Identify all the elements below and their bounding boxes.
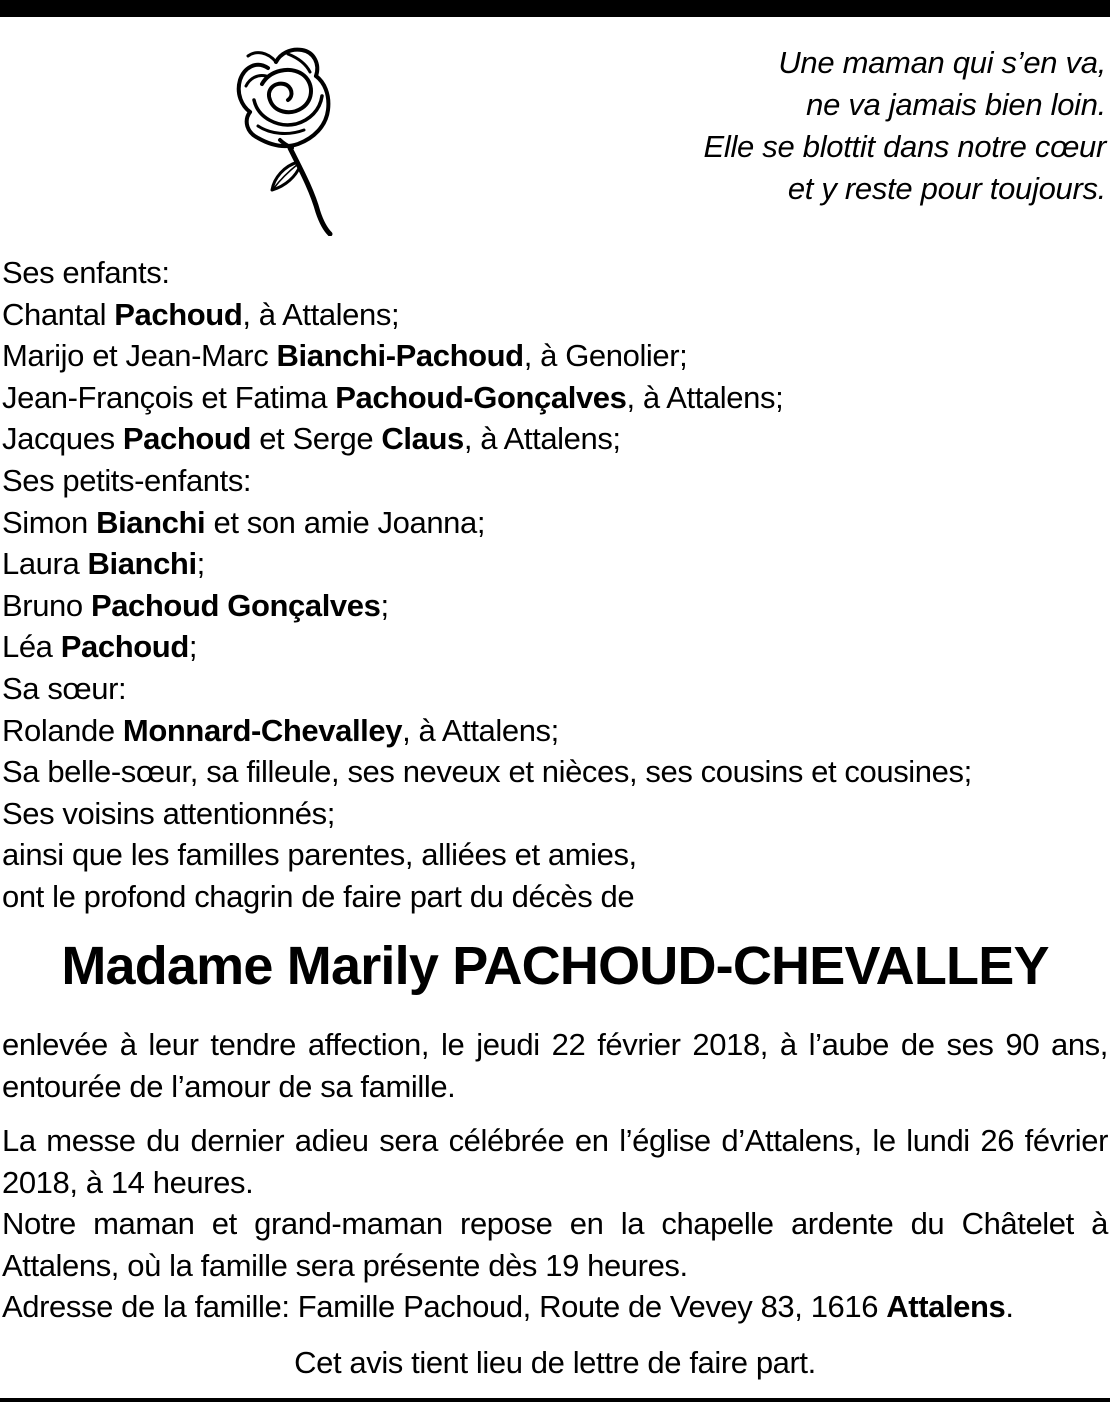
family-text: ;	[196, 546, 205, 582]
family-list	[2, 252, 1108, 918]
family-text: et son amie Joanna;	[205, 504, 486, 540]
family-surname: Pachoud-Gonçalves	[335, 379, 627, 415]
family-text: Bruno	[2, 587, 91, 623]
poem-line: Elle se blottit dans notre cœur	[703, 129, 1106, 164]
family-text: ;	[380, 587, 389, 623]
family-line	[2, 626, 1108, 668]
family-line	[2, 418, 1108, 460]
family-text: Léa	[2, 629, 61, 665]
family-text: , à Attalens;	[626, 379, 784, 415]
address-prefix: Adresse de la famille: Famille Pachoud, Route de Vevey 83, 1616	[2, 1289, 887, 1324]
family-line	[2, 543, 1108, 585]
family-surname: Bianchi	[87, 546, 197, 582]
poem-line: Une maman qui s’en va,	[778, 45, 1106, 80]
family-text: Rolande	[2, 712, 123, 748]
poem-line: ne va jamais bien loin.	[806, 87, 1106, 122]
poem-line: et y reste pour toujours.	[787, 171, 1106, 206]
family-surname: Pachoud	[60, 629, 189, 665]
family-surname: Pachoud	[114, 296, 243, 332]
family-line	[2, 377, 1108, 419]
family-address	[2, 1286, 1108, 1328]
family-line	[2, 834, 1108, 876]
family-text: Sa sœur:	[2, 670, 127, 706]
family-line	[2, 502, 1108, 544]
family-line	[2, 585, 1108, 627]
family-text: Marijo et Jean-Marc	[2, 338, 277, 374]
address-city: Attalens	[886, 1289, 1006, 1324]
closing-note: Cet avis tient lieu de lettre de faire part.	[294, 1345, 816, 1380]
family-text: ;	[188, 629, 198, 665]
family-text: , à Genolier;	[523, 338, 688, 374]
passing-paragraph: enlevée à leur tendre affection, le jeudi 22 février 2018, à l’aube de ses 90 ans, entourée de l’amour de sa famille.	[2, 1027, 1108, 1104]
family-text: ainsi que les familles parentes, alliées et amies,	[2, 837, 637, 873]
family-surname: Bianchi	[96, 504, 206, 540]
address-suffix: .	[1005, 1289, 1014, 1324]
family-text: Ses voisins attentionnés;	[2, 795, 335, 831]
family-text: , à Attalens;	[242, 296, 400, 332]
family-line	[2, 294, 1108, 336]
family-text: Ses enfants:	[2, 255, 170, 290]
family-text: Chantal	[2, 296, 115, 332]
family-text: Ses petits-enfants:	[2, 462, 252, 498]
family-line	[2, 252, 1108, 294]
family-line	[2, 335, 1108, 377]
family-text: Jacques	[2, 421, 123, 457]
family-text: , à Attalens;	[463, 421, 621, 457]
family-line	[2, 793, 1108, 835]
family-text: Jean-François et Fatima	[2, 379, 336, 415]
bottom-rule	[0, 1398, 1110, 1402]
family-surname: Pachoud Gonçalves	[90, 587, 381, 623]
family-surname: Claus	[381, 421, 464, 457]
family-text: Simon	[2, 504, 97, 540]
family-line	[2, 710, 1108, 752]
family-text: et Serge	[251, 421, 382, 457]
chapel-paragraph: Notre maman et grand-maman repose en la chapelle ardente du Châtelet à Attalens, où la famille sera présente dès 19 heures.	[2, 1206, 1108, 1283]
poem-quote	[546, 42, 1106, 210]
rose-icon	[228, 40, 340, 236]
family-text: Laura	[2, 546, 88, 582]
top-rule	[0, 0, 1110, 17]
family-line	[2, 876, 1108, 918]
deceased-name: Madame Marily PACHOUD-CHEVALLEY	[61, 936, 1049, 996]
mass-paragraph: La messe du dernier adieu sera célébrée en l’église d’Attalens, le lundi 26 février 2018, à 14 heures.	[2, 1123, 1108, 1200]
family-text: Sa belle-sœur, sa filleule, ses neveux et nièces, ses cousins et cousines;	[2, 754, 972, 790]
family-text: ont le profond chagrin de faire part du décès de	[2, 878, 635, 914]
family-line	[2, 460, 1108, 502]
family-surname: Monnard-Chevalley	[122, 712, 403, 748]
family-surname: Pachoud	[122, 421, 251, 457]
family-line	[2, 668, 1108, 710]
family-line	[2, 751, 1108, 793]
family-text: , à Attalens;	[402, 712, 559, 748]
family-surname: Bianchi-Pachoud	[276, 338, 524, 374]
